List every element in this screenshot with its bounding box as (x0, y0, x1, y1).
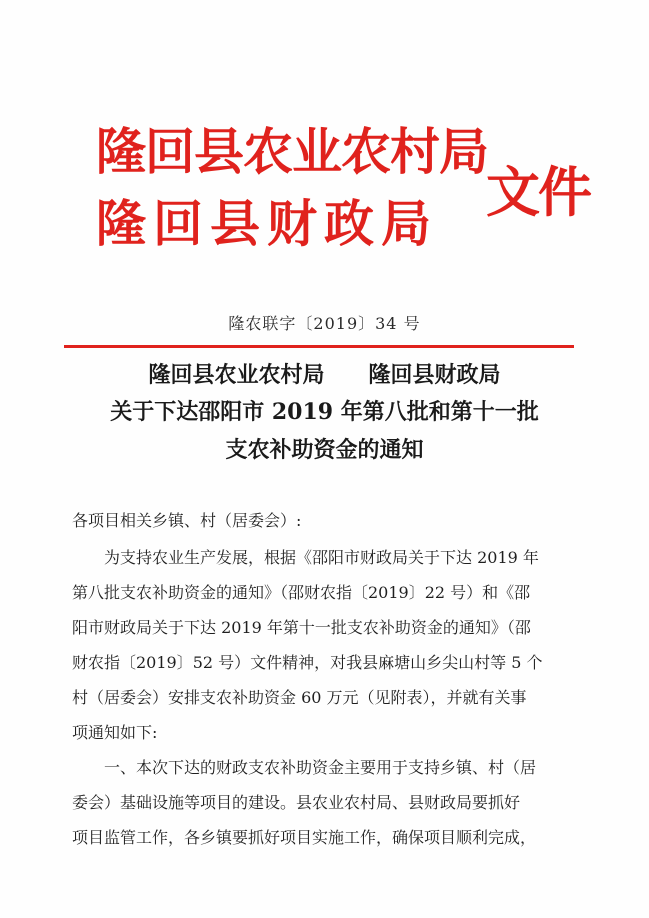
title-issuer-agriculture: 隆回县农业农村局 (148, 362, 325, 388)
body-line: 第八批支农补助资金的通知》（邵财农指〔2019〕22 号）和《邵 (72, 583, 531, 602)
title-line-notice: 支农补助资金的通知 (225, 437, 424, 463)
title-issuer-finance: 隆回县财政局 (368, 362, 501, 388)
body-line: 项目监管工作，各乡镇要抓好项目实施工作，确保项目顺利完成， (72, 828, 537, 847)
body-line: 阳市财政局关于下达 2019 年第十一批支农补助资金的通知》（邵 (72, 618, 531, 637)
body-line: 财农指〔2019〕52 号）文件精神，对我县麻塘山乡尖山村等 5 个 (72, 653, 543, 672)
letterhead-org-agriculture: 隆回县农业农村局 (96, 122, 488, 181)
body-line: 委会）基础设施等项目的建设。县农业农村局、县财政局要抓好 (72, 793, 521, 812)
body-salutation: 各项目相关乡镇、村（居委会）: (72, 511, 302, 530)
letterhead-org-finance: 隆回县财政局 (96, 194, 438, 253)
body-line: 为支持农业生产发展，根据《邵阳市财政局关于下达 2019 年 (72, 548, 539, 567)
red-divider-rule (64, 345, 574, 348)
body-line: 一、本次下达的财政支农补助资金主要用于支持乡镇、村（居 (72, 758, 537, 777)
letterhead-suffix: 文件 (486, 160, 590, 224)
body-line: 村（居委会）安排支农补助资金 60 万元（见附表），并就有关事 (72, 688, 527, 707)
title-line-subject: 关于下达邵阳市 2019 年第八批和第十一批 (110, 399, 539, 425)
title-issuers (0, 360, 649, 390)
letterhead (96, 118, 590, 268)
body-line: 项通知如下: (72, 723, 158, 742)
document-number: 隆农联字〔2019〕34 号 (228, 314, 421, 333)
